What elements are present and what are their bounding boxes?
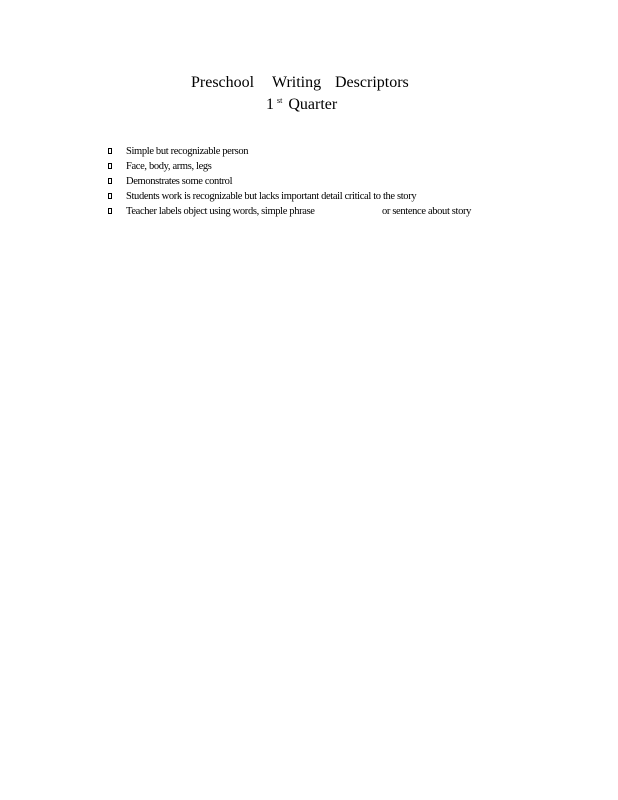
descriptor-list xyxy=(0,144,618,219)
list-item-text: Demonstrates some control xyxy=(126,176,233,187)
subtitle-number: 1 xyxy=(266,96,274,113)
bullet-box-icon xyxy=(108,178,112,184)
list-item-text: Face, body, arms, legs xyxy=(126,161,212,172)
list-item xyxy=(0,174,618,189)
list-item-text: Teacher labels object using words, simple phrase xyxy=(126,206,315,217)
title-word-preschool: Preschool xyxy=(191,74,255,91)
list-item xyxy=(0,189,618,204)
page-subtitle xyxy=(266,95,337,117)
bullet-box-icon xyxy=(108,193,112,199)
title-word-descriptors: Descriptors xyxy=(335,74,409,91)
list-item-text: Simple but recognizable person xyxy=(126,146,249,157)
bullet-box-icon xyxy=(108,163,112,169)
bullet-box-icon xyxy=(108,208,112,214)
subtitle-ordinal-suffix: st xyxy=(277,96,283,105)
subtitle-label: Quarter xyxy=(288,96,338,113)
list-item-text: Students work is recognizable but lacks important detail critical to the story xyxy=(126,191,417,202)
page-title xyxy=(0,73,618,93)
list-item xyxy=(0,204,618,219)
bullet-box-icon xyxy=(108,148,112,154)
list-item-text-continued: or sentence about story xyxy=(382,206,472,217)
title-word-writing: Writing xyxy=(272,74,322,91)
list-item xyxy=(0,159,618,174)
list-item xyxy=(0,144,618,159)
